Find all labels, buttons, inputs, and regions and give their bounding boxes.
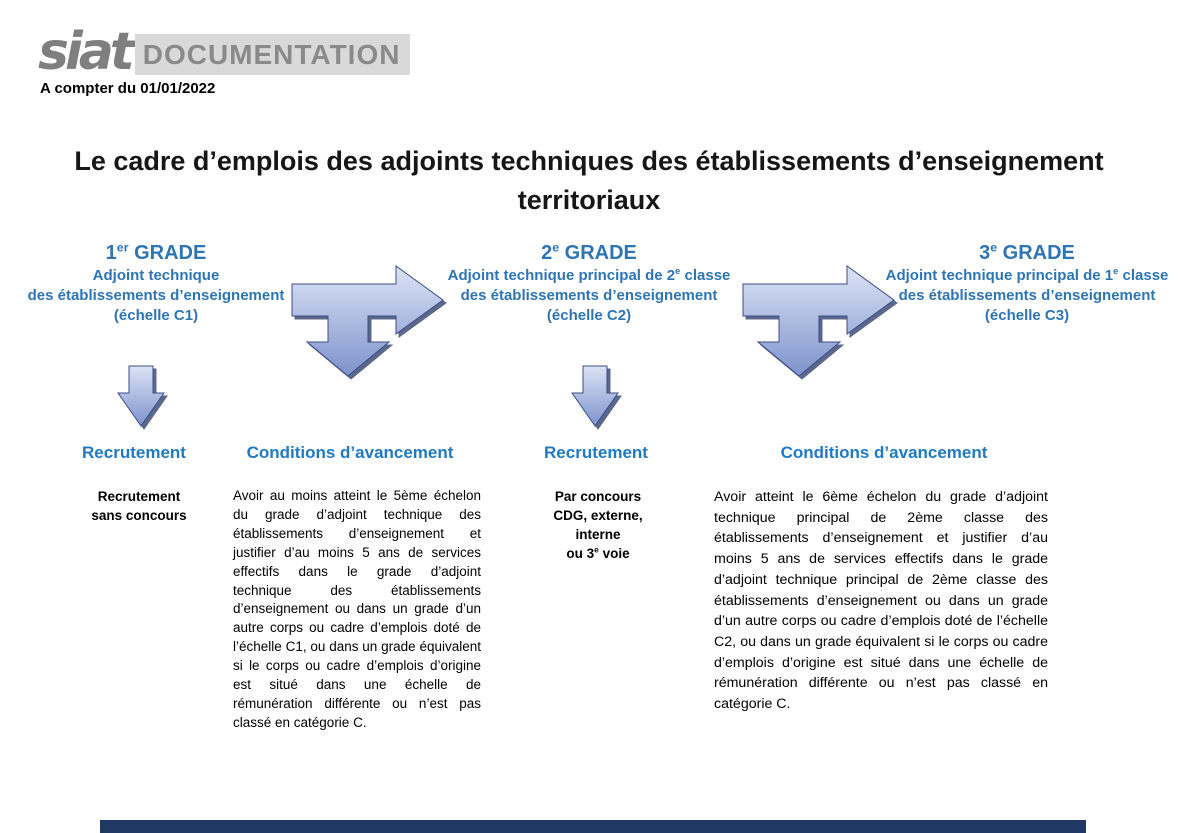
logo-documentation-text: DOCUMENTATION xyxy=(142,39,401,70)
footer-bar xyxy=(100,820,1086,833)
down-arrow-icon xyxy=(566,366,624,428)
logo xyxy=(38,22,410,82)
grade-2-line3: (échelle C2) xyxy=(546,307,632,324)
grade-1-line2: des établissements d’enseignement xyxy=(27,287,285,304)
grade-3-line2: des établissements d’enseignement xyxy=(898,287,1156,304)
grade-2-header xyxy=(438,240,740,326)
page-title: Le cadre d’emplois des adjoints techniques des établissements d’enseignement territoriaux xyxy=(74,146,1104,215)
down-arrow-icon xyxy=(112,366,170,428)
grade-1-line1: Adjoint technique xyxy=(92,267,220,284)
recruitment-1-line1: Recrutement xyxy=(97,489,181,504)
section-header-recrutement-1: Recrutement xyxy=(82,443,186,462)
grade-1-line3: (échelle C1) xyxy=(113,307,199,324)
grade-3-line1: Adjoint technique principal de 1e classe xyxy=(885,266,1169,284)
section-header-recrutement-2: Recrutement xyxy=(544,443,648,462)
recruitment-2-line3: interne xyxy=(575,527,621,542)
section-header-conditions-1: Conditions d’avancement xyxy=(246,443,454,462)
conditions-1-paragraph: Avoir au moins atteint le 5ème échelon du grade d’adjoint technique des établissements d’enseignement et justifier d’au moins 5 ans de services effectifs dans le grade d’adjoint technique des établissements d’enseignement ou dans un grade d’un autre corps ou cadre d’emplois doté de l’échelle C1, ou dans un grade équivalent si le corps ou cadre d’emplois d’origine est situé dans une échelle de rémunération différente ou n’est pas classé en catégorie C. xyxy=(233,488,481,730)
recruitment-1-line2: sans concours xyxy=(91,508,187,523)
grade-1-title: 1er GRADE xyxy=(105,240,207,264)
branch-arrow-right-down-icon xyxy=(292,266,443,376)
recruitment-2-line2: CDG, externe, xyxy=(553,508,643,523)
section-header-conditions-2: Conditions d’avancement xyxy=(780,443,988,462)
recruitment-1-text xyxy=(56,487,222,525)
conditions-2-paragraph: Avoir atteint le 6ème échelon du grade d’adjoint technique principal de 2ème classe des établissements d’enseignement et justifier d’au moins 5 ans de services effectifs dans le grade d’adjoint technique principal de 2ème classe des établissements d’enseignement ou dans un grade d’un autre corps ou cadre d’emplois doté de l’échelle C2, ou dans un grade équivalent si le corps ou cadre d’emplois d’origine est situé dans une échelle de rémunération différente ou n’est pas classé en catégorie C. xyxy=(714,489,1048,713)
effective-date: A compter du 01/01/2022 xyxy=(40,80,216,97)
recruitment-2-text xyxy=(515,487,681,563)
grade-2-title: 2e GRADE xyxy=(541,240,637,264)
recruitment-2-line4: ou 3e voie xyxy=(566,544,630,561)
grade-3-title: 3e GRADE xyxy=(979,240,1075,264)
grade-3-line3: (échelle C3) xyxy=(984,307,1070,324)
grade-2-line2: des établissements d’enseignement xyxy=(460,287,718,304)
grade-1-header xyxy=(20,240,292,326)
recruitment-2-line1: Par concours xyxy=(554,489,642,504)
branch-arrow-right-down-icon xyxy=(743,266,894,376)
logo-siat-text: siat xyxy=(38,22,131,82)
logo-documentation-box xyxy=(135,34,411,75)
grade-3-header xyxy=(876,240,1178,326)
grade-2-line1: Adjoint technique principal de 2e classe xyxy=(447,266,731,284)
